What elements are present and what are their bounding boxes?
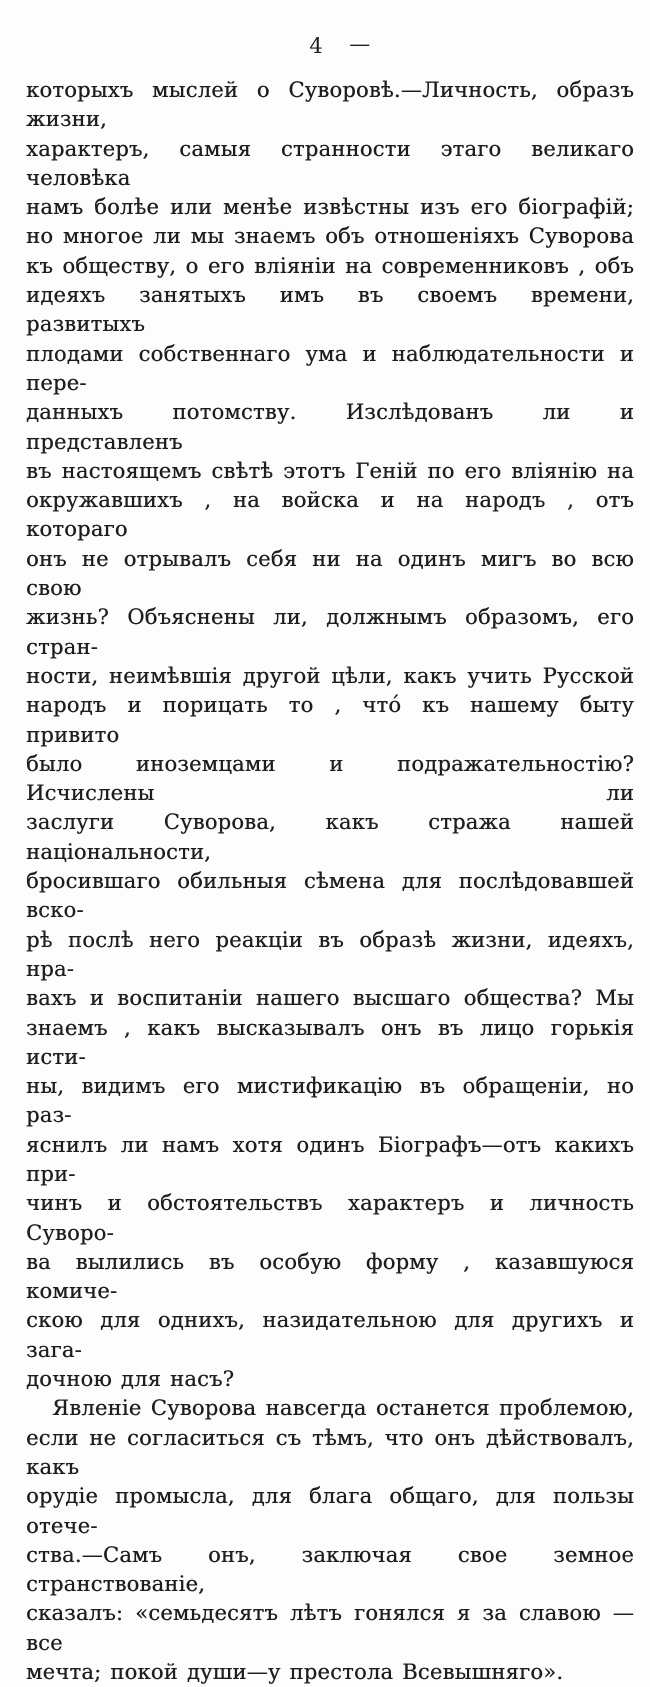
- text-block: [26, 76, 634, 1687]
- text-line: скою для однихъ, назидательною для другихъ и зага-: [26, 1308, 634, 1362]
- text-line: Явленіе Суворова навсегда останется проблемою,: [52, 1396, 634, 1421]
- text-line: было иноземцами и подражательностію? Исчислены ли: [26, 751, 634, 806]
- text-line: окружавшихъ , на войска и на народъ , отъ котораго: [26, 488, 634, 542]
- text-line: заслуги Суворова, какъ стража нашей національности,: [26, 810, 634, 864]
- page-number: 4: [309, 34, 324, 58]
- text-line: которыхъ мыслей о Суворовѣ.—Личность, образъ жизни,: [26, 78, 634, 132]
- text-line: бросившаго обильныя сѣмена для послѣдовавшей вско-: [26, 869, 634, 923]
- header-dash: —: [349, 32, 371, 56]
- text-line: жизнь? Объяснены ли, должнымъ образомъ, его стран-: [26, 605, 634, 659]
- text-line: рѣ послѣ него реакціи въ образѣ жизни, идеяхъ, нра-: [26, 927, 634, 981]
- text-line: орудіе промысла, для блага общаго, для пользы отече-: [26, 1484, 634, 1538]
- text-line: народъ и порицать то , что́ къ нашему быту привито: [26, 693, 634, 747]
- text-line: дочною для насъ?: [26, 1367, 235, 1392]
- paragraph: [26, 1394, 634, 1687]
- text-line: данныхъ потомству. Изслѣдованъ ли и представленъ: [26, 400, 634, 454]
- text-line: въ настоящемъ свѣтѣ этотъ Геній по его вліянію на: [26, 458, 634, 483]
- paragraph: [26, 76, 634, 1394]
- text-line: ны, видимъ его мистификацію въ обращеніи, но раз-: [26, 1074, 634, 1128]
- text-line: ва вылились въ особую форму , казавшуюся комиче-: [26, 1249, 634, 1304]
- text-line: мечта; покой души—у престола Всевышняго».: [26, 1660, 564, 1685]
- text-line: если не согласиться съ тѣмъ, что онъ дѣйствовалъ, какъ: [26, 1425, 634, 1479]
- text-line: вахъ и воспитаніи нашего высшаго общества? Мы: [26, 986, 634, 1011]
- text-line: характеръ, самыя странности этаго великаго человѣка: [26, 136, 634, 190]
- text-line: идеяхъ занятыхъ имъ въ своемъ времени, развитыхъ: [26, 283, 634, 337]
- text-line: яснилъ ли намъ хотя одинъ Біографъ—отъ какихъ при-: [26, 1132, 634, 1186]
- text-line: плодами собственнаго ума и наблюдательности и пере-: [26, 341, 634, 395]
- page-header: [46, 34, 634, 58]
- text-line: чинъ и обстоятельствъ характеръ и личность Суворо-: [26, 1191, 634, 1245]
- text-line: сказалъ: «семьдесятъ лѣтъ гонялся я за славою — все: [26, 1601, 634, 1655]
- text-line: онъ не отрывалъ себя ни на одинъ мигъ во всю свою: [26, 546, 634, 601]
- text-line: намъ болѣе или менѣе извѣстны изъ его біографій;: [26, 195, 634, 220]
- text-line: но многое ли мы знаемъ объ отношеніяхъ Суворова: [26, 224, 634, 249]
- text-line: къ обществу, о его вліяніи на современниковъ , объ: [26, 253, 634, 278]
- text-line: ства.—Самъ онъ, заключая свое земное странствованіе,: [26, 1542, 634, 1597]
- text-line: ности, неимѣвшія другой цѣли, какъ учить Русской: [26, 663, 634, 688]
- text-line: знаемъ , какъ высказывалъ онъ въ лицо горькія исти-: [26, 1015, 634, 1069]
